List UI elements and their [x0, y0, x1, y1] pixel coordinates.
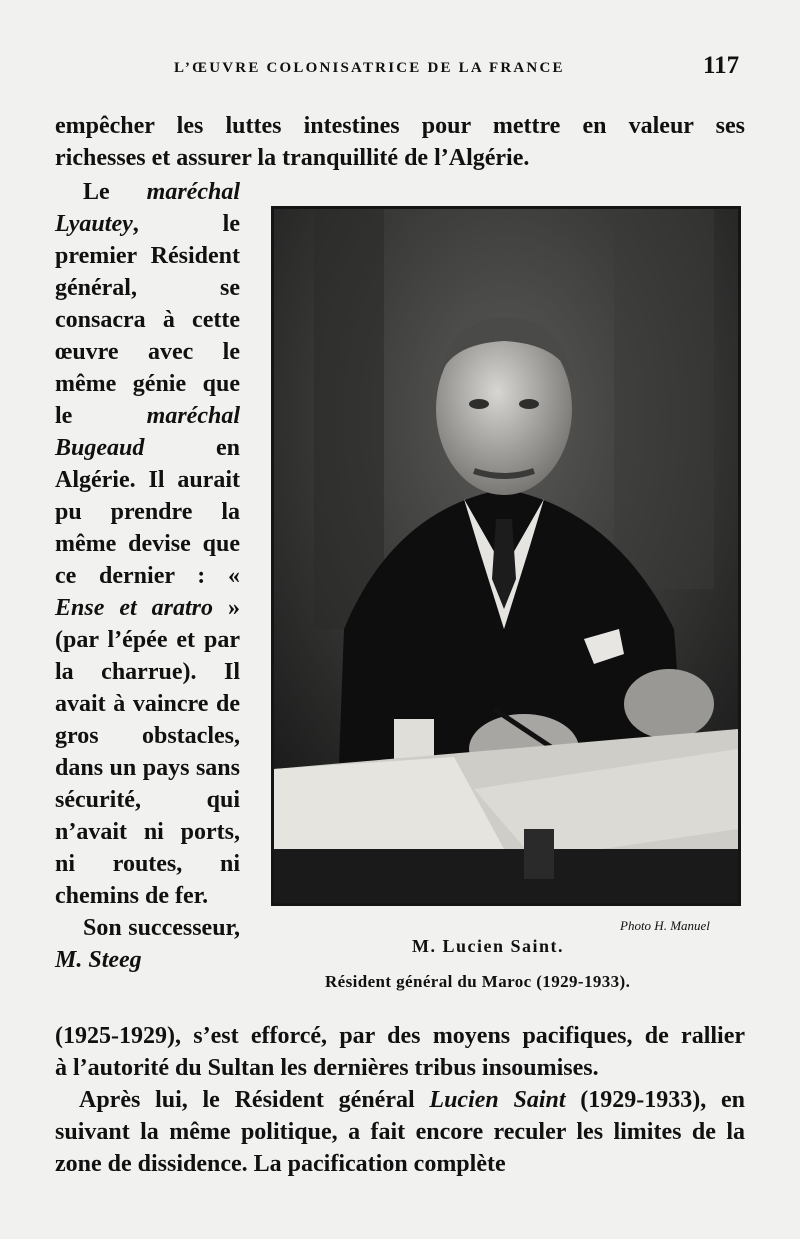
page-number: 117	[703, 52, 740, 79]
text-line: (1925-1929), s’est efforcé, par des moyens pacifiques, de rallier	[55, 1023, 745, 1049]
running-title: L’ŒUVRE COLONISATRICE DE LA FRANCE	[174, 60, 565, 76]
text-run: Après lui, le Résident général	[79, 1087, 430, 1113]
paragraph-steeg	[55, 912, 240, 976]
paragraph-lucien-saint	[55, 1084, 745, 1180]
name-steeg: M. Steeg	[55, 947, 142, 973]
portrait-photo	[271, 206, 741, 906]
top-paragraph-continuation	[55, 110, 745, 174]
bottom-paragraphs	[55, 1020, 745, 1180]
page-header	[0, 50, 800, 86]
caption-name: M. Lucien Saint.	[412, 936, 565, 956]
text-run: Son successeur,	[83, 915, 240, 941]
text-line: richesses et assurer la tranquillité de l’Algérie.	[55, 145, 530, 171]
portrait-illustration	[274, 209, 738, 903]
text-run: , le premier Résident général, se consacra à cette œuvre avec le même génie que le	[55, 211, 240, 429]
photo-credit: Photo H. Manuel	[620, 918, 710, 933]
caption-subtitle: Résident général du Maroc (1929-1933).	[325, 972, 631, 991]
text-line: empêcher les luttes intestines pour mettre en valeur ses	[55, 113, 745, 139]
text-run: » (par l’épée et par la charrue). Il avait à vaincre de gros obstacles, dans un pays sans sécurité, qui n’avait ni ports, ni routes, ni chemins de fer.	[55, 595, 241, 909]
motto: Ense et aratro	[55, 595, 214, 621]
paragraph-lyautey	[55, 176, 240, 912]
text-line: à l’autorité du Sultan les dernières tribus insoumises.	[55, 1055, 599, 1081]
narrow-column	[55, 176, 240, 976]
name-lucien-saint: Lucien Saint	[429, 1087, 566, 1113]
text-run: (1929-1933), en suivant la même politique, a fait encore reculer les limites de la zone de dissidence. La pacification complète	[55, 1087, 746, 1177]
text-run: en Algérie. Il aurait pu prendre la même devise que ce dernier : «	[55, 435, 240, 589]
name-lyautey: maréchal Lyautey	[55, 179, 240, 237]
name-bugeaud: maréchal Bugeaud	[55, 403, 240, 461]
text-run: Le	[83, 179, 147, 205]
